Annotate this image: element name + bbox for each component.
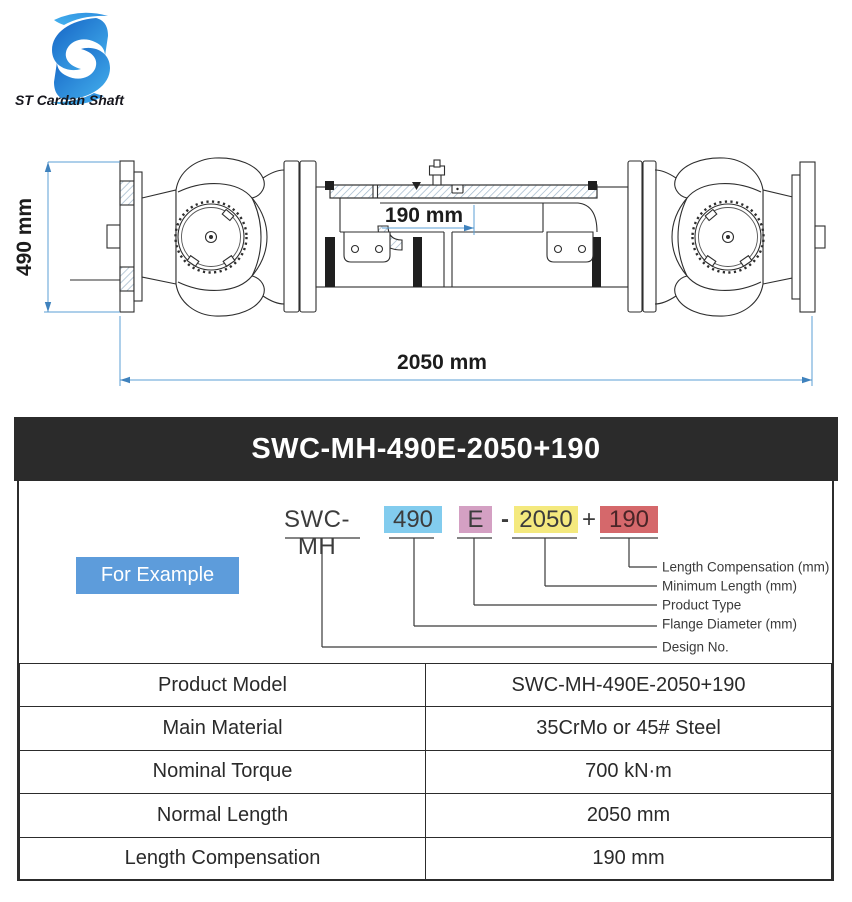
universal-joint bbox=[142, 158, 284, 316]
left-flange bbox=[107, 161, 142, 312]
spec-value: 190 mm bbox=[426, 837, 832, 880]
table-row bbox=[20, 750, 832, 793]
segment-product-type: E bbox=[459, 506, 492, 533]
segment-minimum-length: 2050 bbox=[514, 506, 578, 533]
right-flange bbox=[792, 162, 825, 312]
spec-value: SWC-MH-490E-2050+190 bbox=[426, 664, 832, 707]
spec-label: Product Model bbox=[20, 664, 426, 707]
dimension-2050-label: 2050 mm bbox=[397, 351, 487, 374]
table-row bbox=[20, 707, 832, 750]
callout-length-compensation: Length Compensation (mm) bbox=[662, 559, 830, 575]
spec-table-wrap bbox=[19, 663, 832, 881]
dimension-490 bbox=[13, 162, 120, 312]
segment-length-compensation: 190 bbox=[600, 506, 658, 533]
model-title-bar: SWC-MH-490E-2050+190 bbox=[14, 417, 838, 481]
dimension-490-label: 490 mm bbox=[13, 197, 36, 277]
shaft-technical-drawing bbox=[0, 0, 852, 412]
spec-label: Main Material bbox=[20, 707, 426, 750]
table-row bbox=[20, 794, 832, 837]
callout-minimum-length: Minimum Length (mm) bbox=[662, 578, 798, 594]
segment-separator-plus: + bbox=[581, 506, 596, 533]
for-example-badge: For Example bbox=[76, 557, 239, 594]
segment-separator-dash: - bbox=[501, 506, 509, 533]
table-row bbox=[20, 664, 832, 707]
spec-table bbox=[19, 663, 832, 881]
grease-fitting-icon bbox=[430, 160, 445, 185]
callout-flange-diameter: Flange Diameter (mm) bbox=[662, 616, 798, 632]
segment-flange-diameter: 490 bbox=[384, 506, 442, 533]
dimension-190-label: 190 mm bbox=[384, 204, 464, 227]
dimension-2050 bbox=[120, 316, 812, 386]
spec-label: Normal Length bbox=[20, 794, 426, 837]
shaft-tube bbox=[316, 160, 628, 287]
companion-flange-left bbox=[284, 161, 316, 312]
segment-design-no: SWC-MH bbox=[284, 506, 350, 560]
spec-value: 2050 mm bbox=[426, 794, 832, 837]
brand-name: ST Cardan Shaft bbox=[15, 92, 124, 108]
spec-label: Length Compensation bbox=[20, 837, 426, 880]
callout-product-type: Product Type bbox=[662, 597, 742, 613]
table-row bbox=[20, 837, 832, 880]
callout-design-no: Design No. bbox=[662, 639, 729, 655]
companion-flange-right bbox=[628, 161, 656, 312]
model-code-example bbox=[19, 481, 832, 663]
spec-value: 700 kN·m bbox=[426, 750, 832, 793]
content-box bbox=[17, 481, 834, 881]
spec-label: Nominal Torque bbox=[20, 750, 426, 793]
spec-value: 35CrMo or 45# Steel bbox=[426, 707, 832, 750]
